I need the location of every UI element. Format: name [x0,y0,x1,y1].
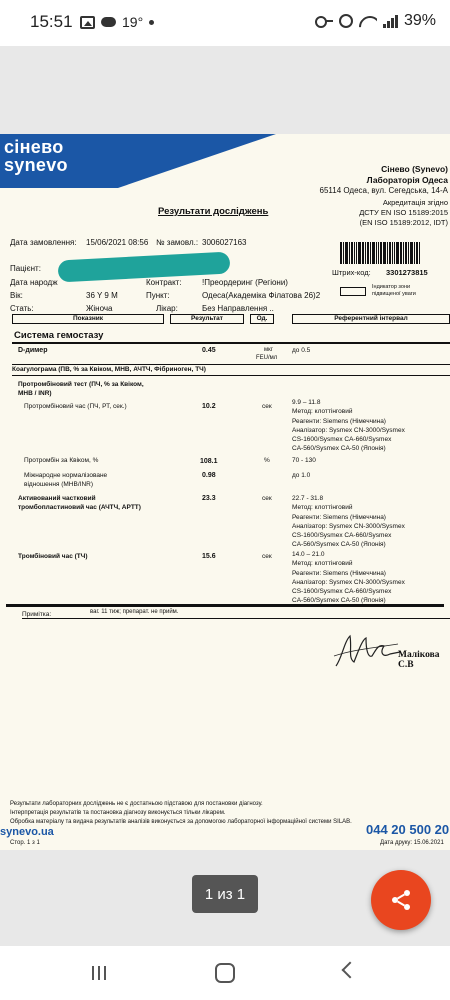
tt-unit: сек [262,553,272,560]
battery-percent: 39% [403,12,436,29]
point-label: Пункт: [146,291,170,300]
accreditation-line-3: (EN ISO 15189:2012, IDT) [359,218,448,227]
quick-value: 108.1 [200,458,218,465]
footer-phone: 044 20 500 20 [366,822,450,837]
synevo-logo [4,138,68,174]
ddimer-ref: до 0.5 [292,347,311,354]
barcode-label: Штрих-код: [332,268,371,277]
indicator-box [340,287,366,296]
row-divider [12,375,450,376]
cloud-icon [101,17,116,27]
barcode [340,242,435,264]
home-button[interactable] [215,963,235,983]
pt-time-ref-line: 9.9 – 11.8 [292,399,321,406]
aptt-ref [292,494,405,550]
pt-time-ref-line: CS-1600/Sysmex CA-660/Sysmex [292,436,392,444]
inr-name-1: Міжнародне нормалізоване [24,472,108,479]
aptt-ref-line: 22.7 - 31.8 [292,495,324,502]
note-divider [22,618,450,619]
accreditation-line-1: Акредитація згідно [382,198,448,207]
aptt-name-2: тромбопластиновий час (АЧТЧ, APTT) [18,504,141,511]
inr-ref: до 1.0 [292,472,311,479]
gallery-icon [80,16,95,29]
header-result: Результат [170,314,244,324]
sex-label: Стать: [10,304,34,313]
tt-ref-line: Аналізатор: Sysmex CN-3000/Sysmex [292,578,405,586]
status-temperature: 19° [122,14,144,30]
footer-page-number: Стор. 1 з 1 [10,840,40,846]
key-icon [315,16,333,26]
pt-time-ref-line: CA-560/Sysmex CA-50 (Японія) [292,445,386,453]
recent-apps-button[interactable] [92,966,106,980]
tt-ref [292,550,405,606]
birth-date-label: Дата народж [10,278,58,287]
aptt-value: 23.3 [202,495,216,502]
logo-band-slant [118,134,276,188]
aptt-ref-line: CA-560/Sysmex CA-50 (Японія) [292,541,386,549]
note-text: ваг. 11 тиж; препарат. не прийм. [90,609,179,615]
back-button[interactable] [342,962,359,979]
pt-time-ref-line: Метод: клоттінговий [292,408,353,416]
ddimer-unit-2: FEU/мл [256,355,278,361]
pt-time-name: Протромбіновий час (ПЧ, РТ, сек.) [24,403,127,410]
pt-time-value: 10.2 [202,403,216,410]
note-label: Примітка: [22,611,52,618]
age-label: Вік: [10,291,23,300]
ddimer-name: D-димер [18,347,48,354]
tt-ref-line: Реагенти: Siemens (Німеччина) [292,569,386,577]
inr-name-2: відношення (МНВ/INR) [24,481,94,488]
footer-line: Обробка матеріалу та видача результатів аналізів виконується за допомогою лабораторної інформаційної системи SILAB. [10,819,352,825]
aptt-ref-line: CS-1600/Sysmex CA-660/Sysmex [292,532,392,540]
footer-disclaimer [10,800,352,827]
tt-ref-line: CA-560/Sysmex CA-50 (Японія) [292,597,386,605]
sex-value: Жіноча [86,304,113,313]
section-divider [12,342,450,344]
order-date: 15/06/2021 08:56 [86,238,149,247]
pt-time-ref-line: Аналізатор: Sysmex CN-3000/Sysmex [292,426,405,434]
contract-label: Контракт: [146,278,182,287]
alarm-icon [339,14,353,28]
age-value: 36 Y 9 M [86,291,118,300]
aptt-ref-line: Реагенти: Siemens (Німеччина) [292,513,386,521]
section-title: Система гемостазу [14,330,104,341]
accreditation [359,198,448,228]
logo-line-1: сінево [4,137,64,157]
footer-line: Результати лабораторних досліджень не є достатньою підставою для постановки діагнозу. [10,801,263,807]
point-value: Одеса(Академіка Філатова 26)2 [202,291,321,300]
order-no: 3006027163 [202,238,247,247]
pdf-page[interactable] [0,134,450,850]
report-title: Результати досліджень [158,206,269,217]
quick-name: Протромбін за Квіком, % [24,457,99,464]
quick-unit: % [264,457,270,464]
lab-info [320,164,449,196]
pt-time-unit: сек [262,403,272,410]
pt-time-ref-line: Реагенти: Siemens (Німеччина) [292,417,386,425]
tt-ref-line: CS-1600/Sysmex CA-660/Sysmex [292,588,392,596]
indicator-label-2: підвищеної уваги [372,291,416,297]
signal-icon [383,14,398,28]
barcode-number: 3301273815 [386,268,428,277]
tt-ref-line: Метод: клоттінговий [292,560,353,568]
more-notifications-icon [149,20,154,25]
aptt-name-1: Активований частковий [18,495,96,502]
footer-print-date: Дата друку: 15.06.2021 [380,840,444,846]
aptt-ref-line: Аналізатор: Sysmex CN-3000/Sysmex [292,522,405,530]
quick-ref: 70 - 130 [292,457,316,464]
share-button[interactable] [371,870,431,930]
status-bar [0,0,450,46]
aptt-ref-line: Метод: клоттінговий [292,504,353,512]
wifi-icon [359,14,377,28]
status-system-icons [315,12,436,30]
contract-value: !Преордеринг (Регіони) [202,278,288,287]
tt-name: Тромбіновий час (ТЧ) [18,553,88,560]
tt-value: 15.6 [202,553,216,560]
signer-name: Малікова С.В [398,650,440,670]
footer-line: Інтерпретація результатів та постановка діагнозу виконується тільки лікарем. [10,810,226,816]
lab-name: Сінево (Synevo) [381,164,448,174]
signature [332,628,402,672]
logo-line-2: synevo [4,155,68,175]
navigation-bar [0,946,450,1000]
lab-address: 65114 Одеса, вул. Сегедська, 14-А [319,186,448,195]
inr-value: 0.98 [202,472,216,479]
aptt-unit: сек [262,495,272,502]
lab-branch: Лабораторія Одеса [366,175,448,185]
status-notification-icons [80,14,154,30]
pt-group-title-2: МНВ / INR) [18,390,52,397]
ddimer-value: 0.45 [202,347,216,354]
coag-group-title: Коагулограма (ПВ, % за Квіком, МНВ, АЧТЧ, Фібриноген, ТЧ) [12,366,206,373]
header-indicator: Показник [12,314,164,324]
header-unit: Од. [250,314,274,324]
table-end-divider [6,604,444,607]
footer-website: synevo.ua [0,826,54,838]
page-indicator: 1 из 1 [192,875,258,913]
pt-group-title-1: Протромбіновий тест (ПЧ, % за Квіком, [18,381,144,388]
header-reference: Референтний інтервал [292,314,450,324]
share-icon [389,888,413,912]
ddimer-unit-1: мкг [264,347,273,353]
order-no-label: № замовл.: [156,238,199,247]
order-date-label: Дата замовлення: [10,238,77,247]
patient-label: Пацієнт: [10,264,41,273]
tt-ref-line: 14.0 – 21.0 [292,551,325,558]
accreditation-line-2: ДСТУ EN ISO 15189:2015 [359,208,448,217]
doctor-label: Лікар: [156,304,178,313]
indicator-label-1: Індикатор зони [372,284,411,290]
doctor-value: Без Направлення .. [202,304,274,313]
pt-time-ref [292,398,405,454]
status-time: 15:51 [30,12,73,31]
